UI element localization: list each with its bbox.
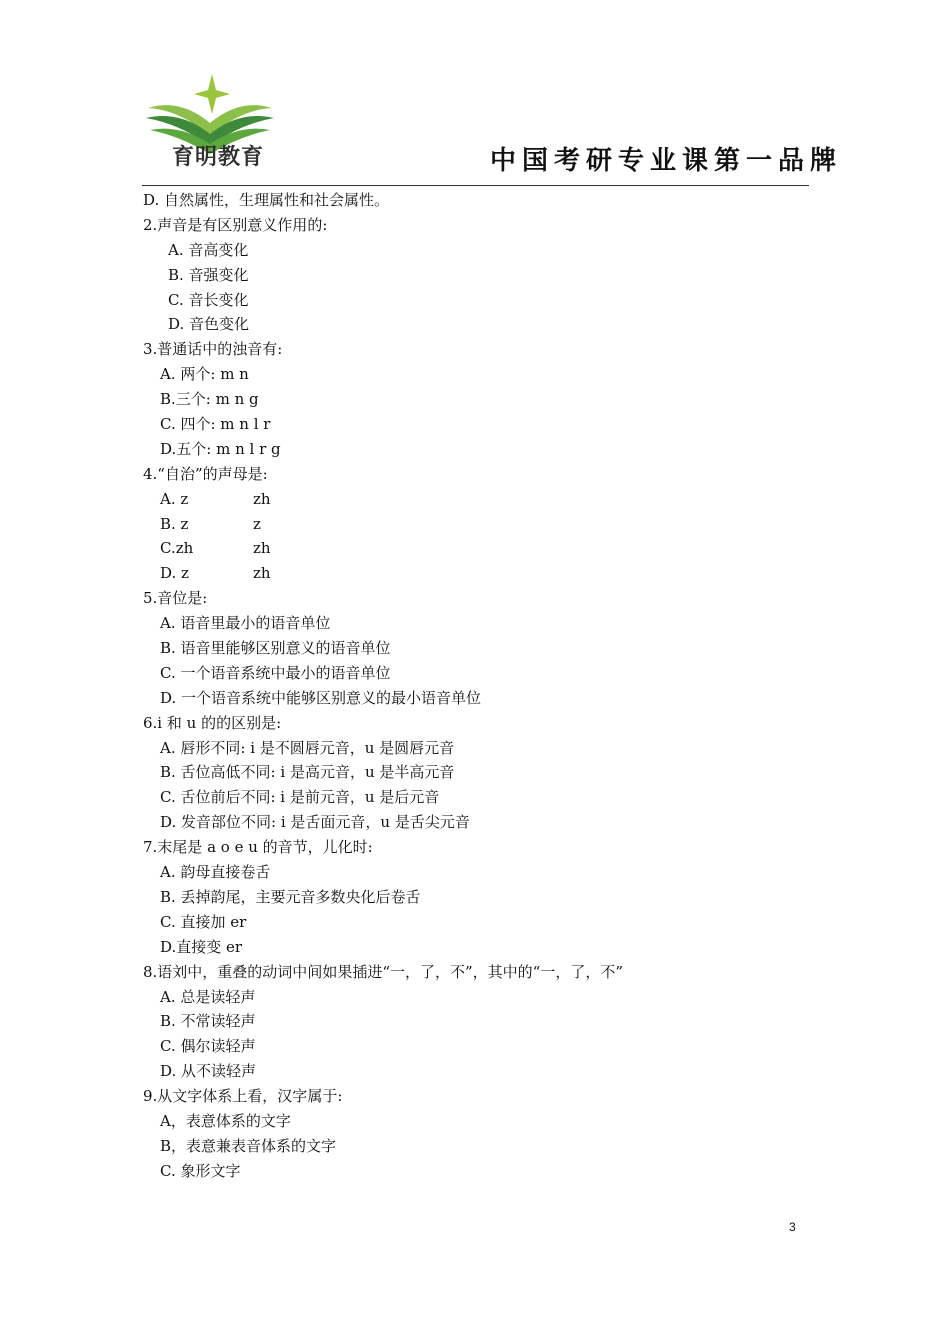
line-text: C.zh bbox=[160, 539, 194, 558]
line-text: D.五个: m n l r g bbox=[160, 439, 281, 458]
question-line bbox=[143, 213, 823, 238]
line-text: D. 一个语音系统中能够区别意义的最小语音单位 bbox=[160, 688, 482, 707]
option-line bbox=[143, 512, 823, 537]
option-line bbox=[143, 1109, 823, 1134]
option-line bbox=[143, 312, 823, 337]
option-line bbox=[143, 1134, 823, 1159]
question-line bbox=[143, 1084, 823, 1109]
line-text: A. 两个: m n bbox=[160, 365, 249, 384]
option-line bbox=[143, 362, 823, 387]
question-line bbox=[143, 462, 823, 487]
question-line bbox=[143, 960, 823, 985]
line-text: B. 音强变化 bbox=[168, 265, 249, 284]
line-text: D. 从不读轻声 bbox=[160, 1062, 257, 1081]
line-text: C. 直接加 er bbox=[160, 912, 247, 931]
question-line bbox=[143, 835, 823, 860]
line-text: 6.i 和 u 的的区别是: bbox=[143, 713, 282, 732]
question-line bbox=[143, 586, 823, 611]
line-text: B. 丢掉韵尾，主要元音多数央化后卷舌 bbox=[160, 887, 421, 906]
option-line bbox=[143, 760, 823, 785]
line-text: A. z bbox=[160, 489, 189, 508]
option-line bbox=[143, 686, 823, 711]
line-text: 5.音位是: bbox=[143, 589, 208, 608]
option-line bbox=[143, 860, 823, 885]
option-line bbox=[143, 935, 823, 960]
line-text: C. 四个: m n l r bbox=[160, 415, 271, 434]
option-line bbox=[143, 985, 823, 1010]
option-line bbox=[143, 885, 823, 910]
question-line bbox=[143, 337, 823, 362]
page-number: 3 bbox=[789, 1220, 796, 1234]
line-text: D. 音色变化 bbox=[168, 315, 250, 334]
header-slogan: 中国考研专业课第一品牌 bbox=[490, 146, 843, 176]
line-text: 8.语刘中，重叠的动词中间如果插进“一，了，不”，其中的“一，了，不” bbox=[143, 962, 623, 981]
line-text: A，表意体系的文字 bbox=[160, 1111, 291, 1130]
option-line bbox=[143, 1159, 823, 1184]
option-line bbox=[143, 263, 823, 288]
option-line bbox=[143, 412, 823, 437]
option-second-value: zh bbox=[253, 539, 271, 558]
line-text: C. 舌位前后不同: i 是前元音，u 是后元音 bbox=[160, 788, 440, 807]
option-line bbox=[143, 810, 823, 835]
line-text: C. 偶尔读轻声 bbox=[160, 1037, 256, 1056]
line-text: B. 舌位高低不同: i 是高元音，u 是半高元音 bbox=[160, 763, 455, 782]
option-line bbox=[143, 636, 823, 661]
line-text: D. 自然属性，生理属性和社会属性。 bbox=[143, 191, 390, 209]
option-line bbox=[143, 910, 823, 935]
option-line bbox=[143, 661, 823, 686]
option-line bbox=[143, 288, 823, 313]
line-text: D. z bbox=[160, 564, 189, 583]
line-text: B，表意兼表音体系的文字 bbox=[160, 1136, 337, 1155]
option-line bbox=[143, 238, 823, 263]
option-line bbox=[143, 487, 823, 512]
line-text: 3.普通话中的浊音有: bbox=[143, 340, 283, 359]
line-text: A. 唇形不同: i 是不圆唇元音，u 是圆唇元音 bbox=[160, 738, 455, 757]
option-line bbox=[143, 387, 823, 412]
line-text: A. 韵母直接卷舌 bbox=[160, 863, 271, 882]
question-line bbox=[143, 711, 823, 736]
line-text: C. 象形文字 bbox=[160, 1161, 241, 1180]
logo-text: 育明教育 bbox=[172, 145, 265, 170]
line-text: D.直接变 er bbox=[160, 937, 243, 956]
line-text: C. 音长变化 bbox=[168, 290, 249, 309]
option-line bbox=[143, 1034, 823, 1059]
line-text: B. z bbox=[160, 514, 189, 533]
line-text: D. 发音部位不同: i 是舌面元音，u 是舌尖元音 bbox=[160, 813, 470, 832]
line-text: B.三个: m n g bbox=[160, 390, 259, 409]
option-second-value: zh bbox=[253, 564, 271, 583]
line-text: 2.声音是有区别意义作用的: bbox=[143, 215, 328, 234]
option-line bbox=[143, 536, 823, 561]
option-line bbox=[143, 785, 823, 810]
line-text: C. 一个语音系统中最小的语音单位 bbox=[160, 663, 391, 682]
question-line bbox=[143, 188, 823, 213]
header-divider bbox=[142, 185, 809, 186]
line-text: 7.末尾是 a o e u 的音节，儿化时: bbox=[143, 838, 373, 857]
line-text: A. 音高变化 bbox=[168, 240, 249, 259]
line-text: 4.“自治”的声母是: bbox=[143, 464, 268, 483]
option-line bbox=[143, 437, 823, 462]
option-line bbox=[143, 611, 823, 636]
page-header bbox=[0, 0, 950, 190]
option-second-value: zh bbox=[253, 489, 271, 508]
line-text: B. 语音里能够区别意义的语音单位 bbox=[160, 639, 391, 658]
option-line bbox=[143, 561, 823, 586]
line-text: A. 语音里最小的语音单位 bbox=[160, 614, 331, 633]
line-text: A. 总是读轻声 bbox=[160, 987, 256, 1006]
line-text: 9.从文字体系上看，汉字属于: bbox=[143, 1087, 343, 1106]
option-second-value: z bbox=[253, 514, 261, 533]
line-text: B. 不常读轻声 bbox=[160, 1012, 256, 1031]
option-line bbox=[143, 736, 823, 761]
question-list bbox=[143, 188, 823, 1184]
option-line bbox=[143, 1009, 823, 1034]
option-line bbox=[143, 1059, 823, 1084]
